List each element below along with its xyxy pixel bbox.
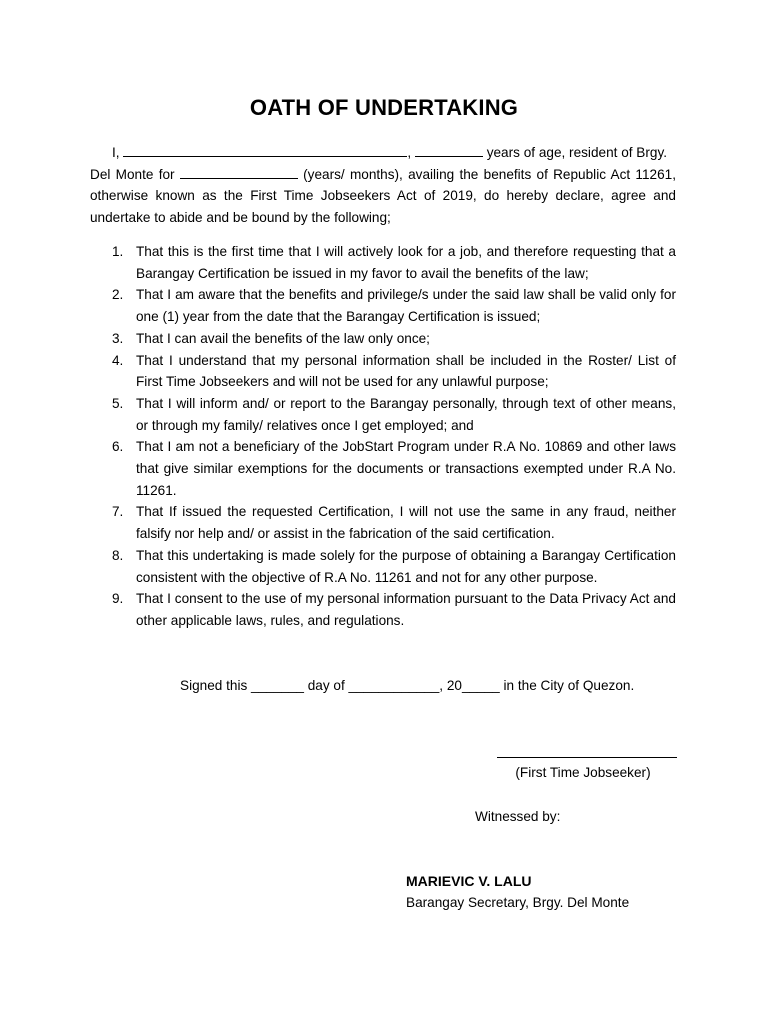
list-item-text: That I am aware that the benefits and privilege/s under the said law shall be valid only for one (1) year from the date that the Barangay Certification is issued; (136, 287, 676, 325)
intro-prefix: I, (112, 145, 120, 160)
undertaking-list (90, 241, 676, 632)
list-item-number: 1. (112, 244, 124, 259)
list-item-text: That I will inform and/ or report to the Barangay personally, through text of other means, or through my family/ relatives once I get employed; and (136, 395, 676, 433)
list-item-text: That I am not a beneficiary of the JobStart Program under R.A No. 10869 and other laws that give similar exemptions for the documents or transactions exempted under R.A No. 11261. (136, 439, 676, 498)
list-item-number: 8. (112, 547, 124, 563)
witnessed-by-label: Witnessed by: (475, 809, 561, 824)
intro-age-text: years of age, resident of Brgy. (486, 145, 668, 160)
list-item-text: That If issued the requested Certification, I will not use the same in any fraud, neither falsify nor help and/ or assist in the fabrication of the said certification. (136, 504, 676, 542)
intro-line2-start: Del Monte for (90, 166, 175, 182)
list-item-number: 5. (112, 395, 124, 411)
list-item-text: That I can avail the benefits of the law only once; (136, 330, 430, 346)
signature-label: (First Time Jobseeker) (515, 765, 651, 780)
list-item-text: That I understand that my personal information shall be included in the Roster/ List of First Time Jobseekers and will not be used for any unlawful purpose; (136, 352, 676, 390)
duration-blank[interactable] (180, 164, 298, 179)
document-title: OATH OF UNDERTAKING (249, 95, 519, 120)
age-blank[interactable] (415, 142, 483, 157)
list-item-number: 6. (112, 439, 124, 455)
witness-name: MARIEVIC V. LALU (406, 873, 532, 889)
signature-line[interactable] (497, 757, 677, 758)
list-item-number: 3. (112, 330, 124, 346)
list-item-number: 2. (112, 287, 124, 303)
intro-paragraph (90, 142, 676, 229)
witness-title: Barangay Secretary, Brgy. Del Monte (406, 895, 630, 910)
list-item-text: That I consent to the use of my personal information pursuant to the Data Privacy Act and other applicable laws, rules, and regulations. (136, 591, 676, 628)
list-item (90, 393, 676, 436)
list-item (90, 588, 676, 631)
intro-rest (90, 164, 676, 229)
list-item-text: That this is the first time that I will actively look for a job, and therefore requesting that a Barangay Certification be issued in my favor to avail the benefits of the law; (136, 244, 676, 281)
list-item (90, 501, 676, 544)
list-item (90, 545, 676, 588)
list-item-number: 4. (112, 352, 124, 368)
intro-line2-rest: (years/ months), availing the benefits of Republic Act 11261, otherwise known as the First Time Jobseekers Act of 2019, do hereby declare, agree and undertake to abide and be bound by the following; (90, 166, 677, 226)
name-blank[interactable] (123, 142, 407, 157)
signed-line: Signed this _______ day of ____________, 20_____ in the City of Quezon. (180, 678, 635, 693)
list-item (90, 436, 676, 501)
list-item (90, 241, 676, 284)
list-item (90, 284, 676, 327)
list-item (90, 350, 676, 393)
list-item-number: 7. (112, 504, 124, 520)
list-item-number: 9. (112, 591, 124, 607)
list-item-text: That this undertaking is made solely for the purpose of obtaining a Barangay Certification consistent with the objective of R.A No. 11261 and not for any other purpose. (136, 547, 676, 585)
intro-comma: , (407, 145, 412, 160)
list-item (90, 328, 676, 350)
intro-first-line (90, 142, 676, 164)
